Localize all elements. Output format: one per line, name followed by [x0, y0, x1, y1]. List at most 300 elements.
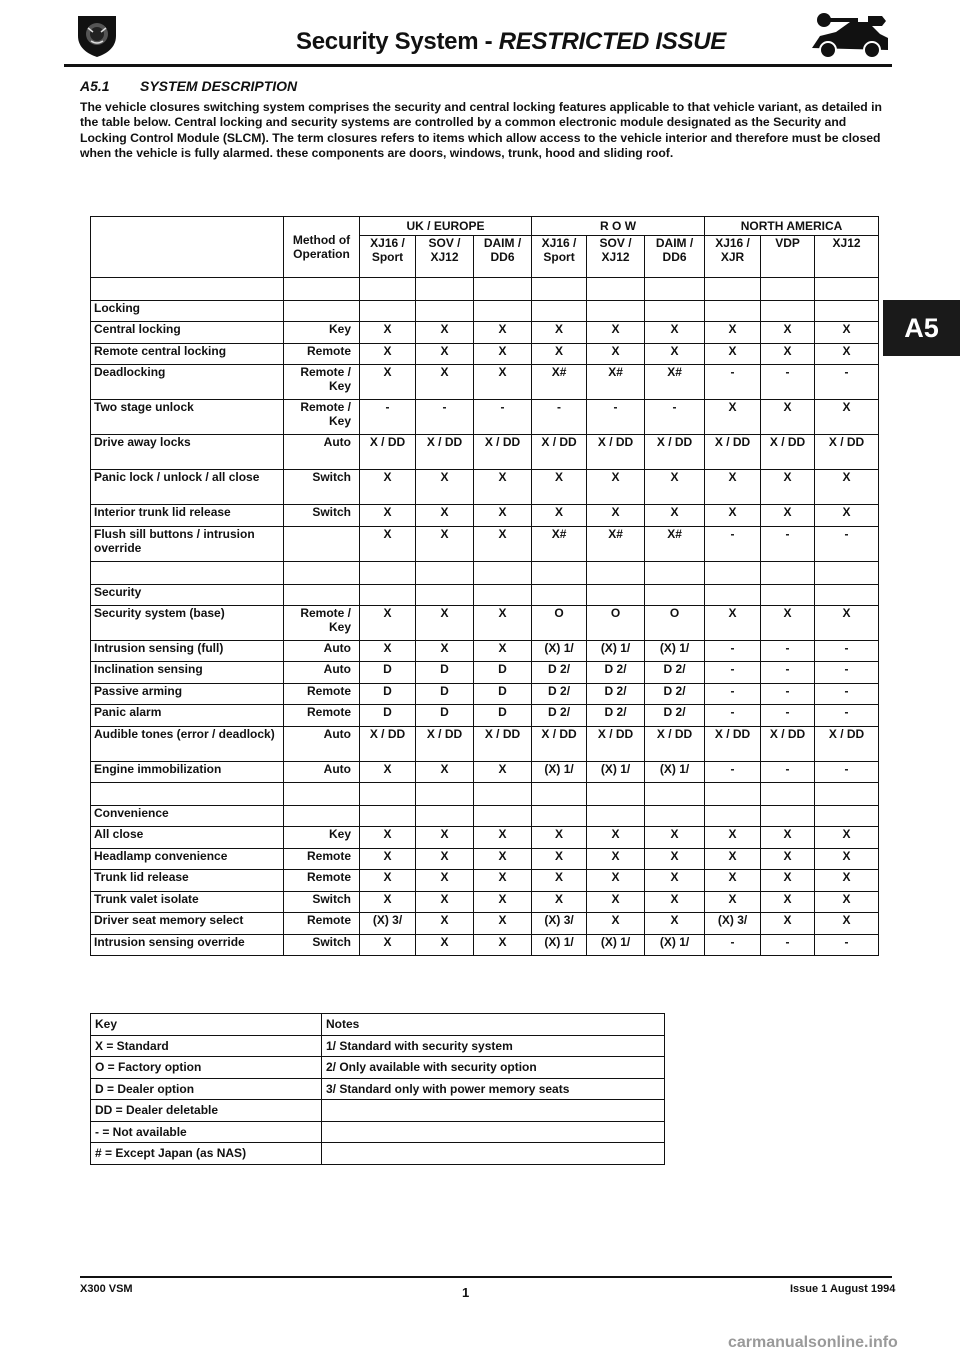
availability-cell: X: [815, 605, 879, 640]
table-row: [91, 640, 879, 662]
method-column-header: Method of Operation: [284, 217, 360, 278]
availability-cell: -: [761, 640, 815, 662]
availability-cell: X: [416, 891, 474, 913]
availability-cell: D: [474, 662, 532, 684]
table-row: [91, 761, 879, 783]
availability-cell: X: [416, 827, 474, 849]
availability-cell: (X) 1/: [587, 934, 645, 956]
spacer-cell: [416, 561, 474, 584]
availability-cell: X: [587, 827, 645, 849]
availability-cell: X: [587, 870, 645, 892]
availability-cell: X: [705, 848, 761, 870]
availability-cell: -: [761, 683, 815, 705]
availability-cell: X: [416, 470, 474, 505]
table-row: [91, 322, 879, 344]
availability-cell: X: [360, 470, 416, 505]
method-cell: Auto: [284, 640, 360, 662]
feature-name-cell: All close: [91, 827, 284, 849]
model-column-header: XJ16 / Sport: [360, 236, 416, 278]
feature-name-cell: Headlamp convenience: [91, 848, 284, 870]
availability-cell: X: [587, 322, 645, 344]
footer-manual-code: X300 VSM: [80, 1283, 133, 1295]
market-group-header: UK / EUROPE: [360, 217, 532, 236]
availability-cell: D 2/: [532, 683, 587, 705]
availability-cell: X / DD: [705, 726, 761, 761]
table-row: [91, 662, 879, 684]
availability-cell: X / DD: [761, 435, 815, 470]
method-cell: Auto: [284, 435, 360, 470]
availability-cell: X: [474, 761, 532, 783]
availability-cell: X#: [532, 365, 587, 400]
spacer-cell: [587, 278, 645, 301]
availability-cell: X: [474, 640, 532, 662]
spacer-cell: [284, 278, 360, 301]
spacer-cell: [761, 783, 815, 806]
section-label: Locking: [91, 301, 284, 322]
availability-cell: -: [815, 365, 879, 400]
spacer-cell: [91, 783, 284, 806]
availability-cell: (X) 1/: [645, 761, 705, 783]
availability-cell: (X) 1/: [587, 761, 645, 783]
spacer-cell: [474, 783, 532, 806]
availability-cell: X: [532, 870, 587, 892]
method-cell: Remote: [284, 705, 360, 727]
availability-cell: -: [815, 934, 879, 956]
feature-name-cell: Interior trunk lid release: [91, 505, 284, 527]
availability-cell: X: [705, 470, 761, 505]
table-row: [91, 726, 879, 761]
key-table-row: [91, 1100, 665, 1122]
availability-cell: X: [587, 891, 645, 913]
jaguar-logo-icon: [76, 14, 118, 58]
availability-cell: (X) 1/: [532, 640, 587, 662]
availability-cell: O: [587, 605, 645, 640]
feature-name-cell: Audible tones (error / deadlock): [91, 726, 284, 761]
feature-name-cell: Trunk valet isolate: [91, 891, 284, 913]
availability-cell: X / DD: [587, 435, 645, 470]
note-cell: [322, 1100, 665, 1122]
availability-cell: D 2/: [645, 662, 705, 684]
availability-cell: X#: [587, 526, 645, 561]
empty-cell: [587, 584, 645, 605]
availability-cell: X / DD: [761, 726, 815, 761]
spacer-cell: [815, 783, 879, 806]
table-row: [91, 605, 879, 640]
key-definition-cell: X = Standard: [91, 1035, 322, 1057]
method-cell: Auto: [284, 761, 360, 783]
section-label: Security: [91, 584, 284, 605]
table-row: [91, 891, 879, 913]
availability-cell: X: [587, 470, 645, 505]
availability-cell: X: [761, 400, 815, 435]
section-title: SYSTEM DESCRIPTION: [140, 78, 298, 94]
availability-cell: X: [474, 505, 532, 527]
availability-cell: -: [705, 934, 761, 956]
availability-cell: D 2/: [587, 705, 645, 727]
availability-cell: X: [532, 827, 587, 849]
section-number: A5.1: [80, 78, 110, 94]
empty-cell: [761, 301, 815, 322]
spacer-cell: [815, 561, 879, 584]
availability-cell: X: [360, 605, 416, 640]
availability-cell: X: [815, 400, 879, 435]
availability-cell: X: [416, 365, 474, 400]
empty-cell: [474, 806, 532, 827]
spacer-cell: [284, 783, 360, 806]
key-column-header: Key: [91, 1014, 322, 1036]
spacer-cell: [705, 278, 761, 301]
spacer-cell: [474, 278, 532, 301]
empty-cell: [532, 806, 587, 827]
availability-cell: D: [416, 705, 474, 727]
availability-cell: X / DD: [645, 435, 705, 470]
feature-name-cell: Intrusion sensing (full): [91, 640, 284, 662]
availability-cell: D 2/: [532, 662, 587, 684]
availability-cell: D 2/: [645, 683, 705, 705]
model-column-header: XJ12: [815, 236, 879, 278]
empty-cell: [284, 806, 360, 827]
availability-cell: X: [761, 913, 815, 935]
empty-cell: [761, 584, 815, 605]
availability-cell: X: [360, 761, 416, 783]
feature-name-cell: Central locking: [91, 322, 284, 344]
availability-cell: X: [645, 322, 705, 344]
empty-cell: [815, 584, 879, 605]
availability-cell: X: [815, 848, 879, 870]
section-label: Convenience: [91, 806, 284, 827]
spacer-cell: [645, 561, 705, 584]
availability-cell: X / DD: [645, 726, 705, 761]
availability-cell: X: [474, 343, 532, 365]
availability-cell: -: [761, 934, 815, 956]
method-cell: Switch: [284, 891, 360, 913]
empty-cell: [532, 584, 587, 605]
availability-cell: D: [474, 683, 532, 705]
empty-cell: [474, 301, 532, 322]
availability-cell: X#: [645, 365, 705, 400]
availability-cell: -: [705, 705, 761, 727]
key-definition-cell: D = Dealer option: [91, 1078, 322, 1100]
availability-cell: X: [645, 891, 705, 913]
availability-cell: D: [416, 683, 474, 705]
feature-name-cell: Intrusion sensing override: [91, 934, 284, 956]
availability-cell: X: [474, 934, 532, 956]
method-cell: Remote / Key: [284, 605, 360, 640]
feature-name-cell: Flush sill buttons / intrusion override: [91, 526, 284, 561]
notes-column-header: Notes: [322, 1014, 665, 1036]
availability-cell: X: [474, 605, 532, 640]
availability-cell: -: [705, 662, 761, 684]
availability-cell: X: [705, 870, 761, 892]
spacer-cell: [645, 278, 705, 301]
availability-cell: X: [416, 640, 474, 662]
spacer-cell: [91, 561, 284, 584]
availability-cell: X: [815, 470, 879, 505]
availability-cell: X: [360, 827, 416, 849]
availability-cell: X: [532, 470, 587, 505]
availability-cell: -: [761, 662, 815, 684]
availability-cell: -: [761, 761, 815, 783]
model-column-header: XJ16 / XJR: [705, 236, 761, 278]
key-table-row: [91, 1057, 665, 1079]
availability-cell: X: [705, 400, 761, 435]
availability-cell: (X) 1/: [645, 640, 705, 662]
model-column-header: DAIM / DD6: [645, 236, 705, 278]
availability-cell: X: [416, 343, 474, 365]
availability-cell: X / DD: [474, 726, 532, 761]
table-row: [91, 505, 879, 527]
note-cell: [322, 1121, 665, 1143]
empty-cell: [705, 806, 761, 827]
model-column-header: VDP: [761, 236, 815, 278]
availability-cell: X: [761, 605, 815, 640]
header-title-main: Security System -: [296, 28, 499, 55]
footer-page-number: 1: [462, 1285, 470, 1300]
feature-name-cell: Remote central locking: [91, 343, 284, 365]
key-definition-cell: O = Factory option: [91, 1057, 322, 1079]
availability-cell: (X) 1/: [532, 934, 587, 956]
availability-cell: X: [416, 322, 474, 344]
availability-cell: X: [761, 505, 815, 527]
availability-cell: X: [360, 505, 416, 527]
availability-cell: X: [416, 505, 474, 527]
availability-cell: X: [645, 848, 705, 870]
method-cell: Remote: [284, 683, 360, 705]
method-cell: Switch: [284, 505, 360, 527]
availability-cell: X / DD: [416, 435, 474, 470]
availability-cell: X: [360, 870, 416, 892]
availability-cell: -: [761, 705, 815, 727]
availability-cell: X: [645, 505, 705, 527]
availability-cell: O: [645, 605, 705, 640]
table-spacer-row: [91, 561, 879, 584]
availability-cell: X: [360, 365, 416, 400]
availability-cell: D 2/: [645, 705, 705, 727]
availability-cell: -: [815, 662, 879, 684]
footer-rule: [80, 1276, 892, 1278]
availability-cell: X: [474, 848, 532, 870]
method-cell: Key: [284, 827, 360, 849]
empty-cell: [532, 301, 587, 322]
header-rule: [64, 64, 892, 67]
availability-cell: X: [474, 322, 532, 344]
empty-cell: [705, 584, 761, 605]
method-cell: Remote: [284, 848, 360, 870]
availability-cell: X: [705, 605, 761, 640]
availability-cell: D: [474, 705, 532, 727]
method-cell: Remote / Key: [284, 400, 360, 435]
market-group-header: R O W: [532, 217, 705, 236]
availability-cell: X: [761, 870, 815, 892]
availability-cell: -: [705, 640, 761, 662]
availability-cell: X: [474, 470, 532, 505]
spacer-cell: [705, 783, 761, 806]
section-tab-marker: A5: [883, 300, 960, 356]
availability-cell: X: [645, 470, 705, 505]
availability-cell: X: [416, 605, 474, 640]
availability-cell: -: [587, 400, 645, 435]
availability-cell: X / DD: [532, 726, 587, 761]
availability-cell: X: [474, 913, 532, 935]
feature-name-cell: Inclination sensing: [91, 662, 284, 684]
availability-cell: X#: [587, 365, 645, 400]
availability-cell: X: [815, 505, 879, 527]
table-section-row: [91, 301, 879, 322]
availability-cell: X: [761, 470, 815, 505]
car-key-icon: [806, 12, 892, 62]
spacer-cell: [761, 278, 815, 301]
model-column-header: SOV / XJ12: [416, 236, 474, 278]
feature-name-cell: Passive arming: [91, 683, 284, 705]
table-row: [91, 400, 879, 435]
availability-cell: X: [761, 891, 815, 913]
spacer-cell: [587, 783, 645, 806]
feature-name-cell: Panic lock / unlock / all close: [91, 470, 284, 505]
spacer-cell: [532, 278, 587, 301]
key-table-row: [91, 1035, 665, 1057]
availability-cell: X: [645, 827, 705, 849]
availability-cell: D: [360, 662, 416, 684]
empty-cell: [645, 301, 705, 322]
table-row: [91, 683, 879, 705]
empty-cell: [587, 301, 645, 322]
availability-cell: X: [360, 343, 416, 365]
model-column-header: DAIM / DD6: [474, 236, 532, 278]
availability-cell: X: [360, 526, 416, 561]
spacer-cell: [761, 561, 815, 584]
feature-name-cell: Engine immobilization: [91, 761, 284, 783]
footer-issue-date: Issue 1 August 1994: [790, 1283, 896, 1295]
availability-cell: -: [416, 400, 474, 435]
availability-cell: X: [587, 505, 645, 527]
spacer-cell: [416, 783, 474, 806]
method-cell: Remote: [284, 913, 360, 935]
table-section-row: [91, 584, 879, 605]
table-section-row: [91, 806, 879, 827]
availability-cell: (X) 3/: [360, 913, 416, 935]
empty-cell: [645, 584, 705, 605]
availability-cell: X: [532, 891, 587, 913]
spacer-cell: [705, 561, 761, 584]
availability-cell: X / DD: [705, 435, 761, 470]
empty-cell: [360, 584, 416, 605]
table-row: [91, 934, 879, 956]
page-header-title: [296, 28, 726, 56]
availability-cell: X: [761, 848, 815, 870]
empty-cell: [645, 806, 705, 827]
availability-cell: X: [474, 526, 532, 561]
spacer-cell: [532, 561, 587, 584]
availability-cell: X: [416, 848, 474, 870]
note-cell: 1/ Standard with security system: [322, 1035, 665, 1057]
availability-cell: X: [416, 870, 474, 892]
table-group-header-row: [91, 217, 879, 236]
availability-cell: X: [416, 761, 474, 783]
spacer-cell: [360, 278, 416, 301]
availability-cell: X / DD: [532, 435, 587, 470]
feature-name-cell: Security system (base): [91, 605, 284, 640]
note-cell: [322, 1143, 665, 1165]
availability-cell: X: [416, 913, 474, 935]
spacer-cell: [360, 783, 416, 806]
method-cell: Auto: [284, 662, 360, 684]
availability-cell: (X) 3/: [532, 913, 587, 935]
availability-cell: X / DD: [360, 435, 416, 470]
empty-cell: [360, 806, 416, 827]
empty-cell: [416, 806, 474, 827]
availability-cell: X: [532, 848, 587, 870]
table-row: [91, 526, 879, 561]
empty-cell: [360, 301, 416, 322]
spacer-cell: [91, 278, 284, 301]
availability-cell: X / DD: [416, 726, 474, 761]
availability-cell: X: [360, 934, 416, 956]
availability-cell: (X) 1/: [532, 761, 587, 783]
spacer-cell: [416, 278, 474, 301]
availability-cell: X / DD: [360, 726, 416, 761]
availability-cell: -: [815, 526, 879, 561]
table-row: [91, 705, 879, 727]
table-row: [91, 827, 879, 849]
model-column-header: XJ16 / Sport: [532, 236, 587, 278]
availability-cell: -: [705, 526, 761, 561]
feature-name-cell: Driver seat memory select: [91, 913, 284, 935]
watermark-text: carmanualsonline.info: [728, 1334, 898, 1351]
market-group-header: NORTH AMERICA: [705, 217, 879, 236]
table-spacer-row: [91, 783, 879, 806]
feature-name-cell: Two stage unlock: [91, 400, 284, 435]
method-cell: Switch: [284, 934, 360, 956]
availability-cell: X: [705, 827, 761, 849]
availability-cell: X / DD: [474, 435, 532, 470]
availability-cell: -: [474, 400, 532, 435]
availability-cell: X: [474, 891, 532, 913]
availability-cell: -: [815, 640, 879, 662]
section-heading: [80, 78, 297, 94]
availability-cell: X: [815, 870, 879, 892]
empty-cell: [815, 806, 879, 827]
method-cell: Auto: [284, 726, 360, 761]
availability-cell: X: [587, 848, 645, 870]
empty-cell: [761, 806, 815, 827]
feature-name-cell: Trunk lid release: [91, 870, 284, 892]
availability-cell: X: [474, 827, 532, 849]
availability-cell: (X) 1/: [587, 640, 645, 662]
method-cell: Remote: [284, 343, 360, 365]
availability-cell: (X) 1/: [645, 934, 705, 956]
spacer-cell: [474, 561, 532, 584]
availability-cell: X: [815, 343, 879, 365]
key-table-header-row: [91, 1014, 665, 1036]
note-cell: 2/ Only available with security option: [322, 1057, 665, 1079]
table-row: [91, 435, 879, 470]
table-row: [91, 870, 879, 892]
availability-cell: -: [815, 705, 879, 727]
empty-cell: [416, 584, 474, 605]
availability-cell: X: [815, 827, 879, 849]
availability-cell: X: [532, 322, 587, 344]
availability-cell: X: [360, 891, 416, 913]
availability-cell: X: [416, 526, 474, 561]
availability-cell: X: [474, 365, 532, 400]
availability-cell: X: [416, 934, 474, 956]
availability-cell: X#: [645, 526, 705, 561]
empty-cell: [284, 301, 360, 322]
intro-paragraph: The vehicle closures switching system comprises the security and central locking features applicable to that vehicle variant, as detailed in the table below. Central locking and security systems are controlled by a common electronic module designated as the Security and Locking Control Module (SLCM). The term closures refers to items which allow access to the vehicle interior and therefore must be closed when the vehicle is fully alarmed. these components are doors, windows, trunk, hood and sliding roof.: [80, 100, 882, 161]
table-row: [91, 343, 879, 365]
availability-cell: D 2/: [587, 683, 645, 705]
empty-cell: [815, 301, 879, 322]
